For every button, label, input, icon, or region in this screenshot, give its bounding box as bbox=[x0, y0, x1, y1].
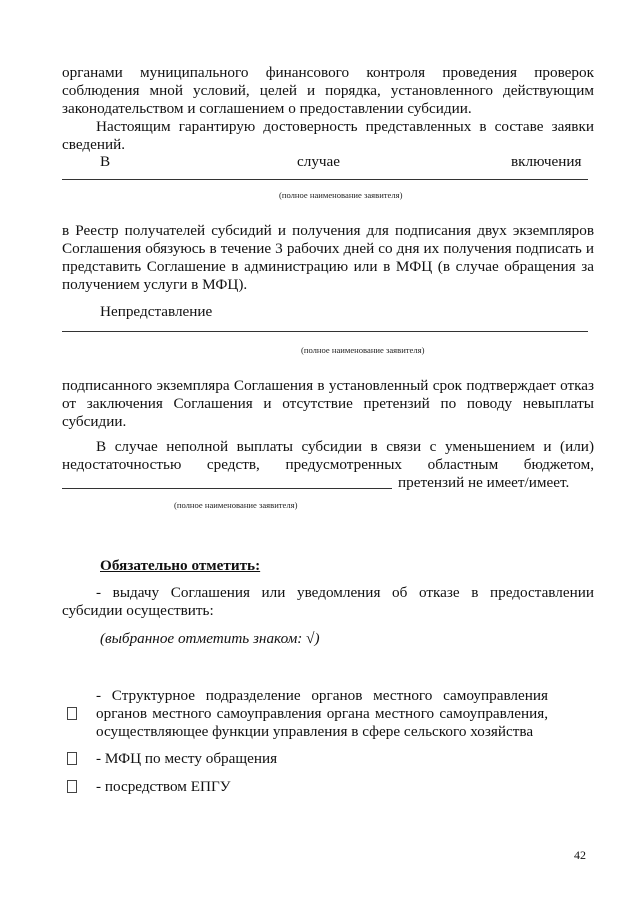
instruction-hint: (выбранное отметить знаком: √) bbox=[100, 630, 320, 647]
text-line: подписанного экземпляра Соглашения в установленный срок подтверждает отказ bbox=[62, 377, 594, 394]
text-line: в Реестр получателей субсидий и получения для подписания двух экземпляров bbox=[62, 222, 594, 239]
option-checkbox[interactable] bbox=[67, 707, 77, 720]
option-text: - МФЦ по месту обращения bbox=[96, 750, 278, 767]
text-line: В случае неполной выплаты субсидии в связи с уменьшением и (или) bbox=[96, 438, 594, 455]
text-line: Настоящим гарантирую достоверность представленных в составе заявки bbox=[96, 118, 594, 135]
text-line: органами муниципального финансового контроля проведения проверок bbox=[62, 64, 594, 81]
applicant-name-line bbox=[62, 331, 588, 332]
text-line: Соглашения обязуюсь в течение 3 рабочих дней со дня их получения подписать и bbox=[62, 240, 594, 257]
text-line: законодательством и соглашением о предоставлении субсидии. bbox=[62, 100, 472, 117]
text-line: соблюдения мной условий, целей и порядка, установленного действующим bbox=[62, 82, 594, 99]
page-number: 42 bbox=[574, 848, 586, 862]
text-line: от заключения Соглашения и отсутствие претензий по поводу невыплаты bbox=[62, 395, 594, 412]
option-text: - посредством ЕПГУ bbox=[96, 778, 231, 795]
option-text: осуществляющее функции управления в сфере сельского хозяйства bbox=[96, 723, 534, 740]
field-caption: (полное наименование заявителя) bbox=[174, 500, 298, 510]
text-word: Непредставление bbox=[100, 303, 213, 320]
text-word: В bbox=[100, 153, 111, 170]
field-caption: (полное наименование заявителя) bbox=[301, 345, 425, 355]
applicant-name-line bbox=[62, 488, 392, 489]
text-line: получением услуги в МФЦ). bbox=[62, 276, 248, 293]
option-text: органов местного самоуправления органа местного самоуправления, bbox=[96, 705, 548, 722]
field-caption: (полное наименование заявителя) bbox=[279, 190, 403, 200]
text-line: субсидии. bbox=[62, 413, 127, 430]
option-checkbox[interactable] bbox=[67, 752, 77, 765]
text-line: недостаточностью средств, предусмотренных областным бюджетом, bbox=[62, 456, 594, 473]
section-heading: Обязательно отметить: bbox=[100, 557, 261, 574]
text-line: субсидии осуществить: bbox=[62, 602, 214, 619]
text-line: представить Соглашение в администрацию или в МФЦ (в случае обращения за bbox=[62, 258, 594, 275]
applicant-name-line bbox=[62, 179, 588, 180]
text-word: случае bbox=[297, 153, 341, 170]
option-text: - Структурное подразделение органов местного самоуправления bbox=[96, 687, 548, 704]
text-line: сведений. bbox=[62, 136, 126, 153]
text-word: включения bbox=[511, 153, 582, 170]
text-line: претензий не имеет/имеет. bbox=[398, 474, 570, 491]
text-line: - выдачу Соглашения или уведомления об отказе в предоставлении bbox=[96, 584, 594, 601]
option-checkbox[interactable] bbox=[67, 780, 77, 793]
